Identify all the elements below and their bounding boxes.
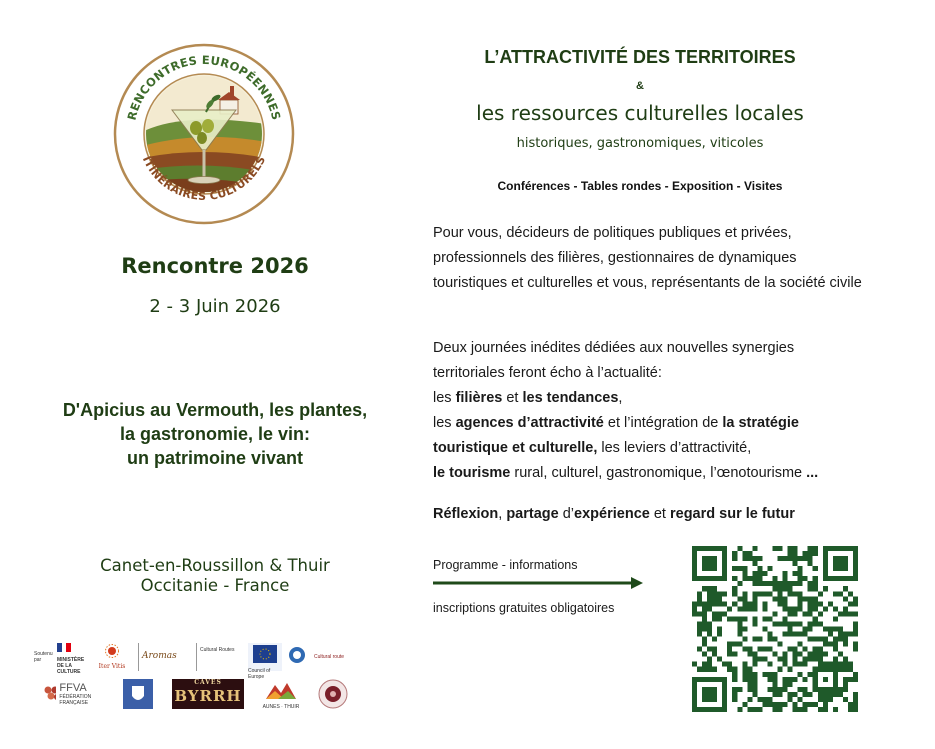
cultural-routes-text: Cultural Routes	[200, 647, 235, 653]
days-line	[433, 411, 873, 461]
theme-line: la gastronomie, le vin:	[119, 424, 311, 444]
days-bold: le tourisme	[433, 465, 511, 481]
ffva-text: FFVA	[59, 682, 87, 694]
reflexion-bold: regard sur le futur	[669, 506, 795, 522]
ampersand: &	[636, 80, 644, 92]
days-line	[433, 461, 903, 486]
council-of-europe-logo	[248, 643, 282, 680]
days-bold: filières	[455, 390, 503, 406]
reflexion-line	[433, 502, 903, 527]
ffva-logo	[42, 682, 104, 706]
event-title: Rencontre 2026	[121, 254, 309, 278]
routes-circle-icon	[288, 646, 306, 664]
byrrh-logo	[172, 679, 244, 709]
aromas-logo	[138, 643, 190, 671]
days-text: et	[502, 390, 523, 406]
subtitle: les ressources culturelles locales	[476, 101, 804, 125]
main-title: L’ATTRACTIVITÉ DES TERRITOIRES	[484, 47, 796, 67]
days-bold: agences d’attractivité	[455, 415, 604, 431]
programme-label[interactable]: Programme - informations	[433, 558, 578, 572]
ministere-soutenu: Soutenu par	[34, 651, 53, 663]
reflexion-bold: Réflexion	[433, 506, 499, 522]
reflexion-bold: expérience	[574, 506, 650, 522]
byrrh-top: CAVES	[194, 679, 222, 686]
theme-line: D'Apicius au Vermouth, les plantes,	[62, 400, 368, 420]
sun-icon	[104, 644, 120, 658]
emblem-arc-top: RENCONTRES EUROPÉENNES	[124, 52, 284, 122]
ffva-sub: FÉDÉRATION FRANÇAISE	[59, 694, 92, 706]
cultural-route-text: Cultural route	[314, 654, 345, 660]
emblem-arc-bottom: ITINÉRAIRES CULTURELS	[139, 153, 269, 203]
intro-paragraph: Pour vous, décideurs de politiques publiques et privées, professionnels des filières, gestionnaires de dynamiques touristiques et culturelles et vous, représentants de la société civile	[433, 225, 862, 291]
days-text: les leviers d’attractivité,	[597, 440, 752, 456]
reflexion-bold: partage	[506, 506, 559, 522]
qr-code[interactable]	[692, 546, 858, 712]
location-line: Canet-en-Roussillon & Thuir	[100, 556, 330, 575]
partner-logos-row-2	[42, 676, 382, 712]
days-text: et l’intégration de	[603, 415, 723, 431]
arrow-right-icon	[433, 575, 645, 591]
location-line: Occitanie - France	[140, 576, 290, 595]
eu-stars-icon	[253, 645, 277, 663]
council-text: Council of Europe	[248, 668, 271, 680]
mountains-icon	[266, 679, 296, 699]
location-block	[40, 556, 390, 596]
seal-icon	[318, 679, 348, 709]
days-bold: les tendances	[522, 390, 619, 406]
days-text: ,	[618, 390, 623, 406]
reflexion-text: ,	[498, 506, 507, 522]
flag-icon	[57, 643, 71, 652]
days-text: rural, culturel, gastronomique, l’œnotourisme	[510, 465, 807, 481]
ministere-name-2: DE LA CULTURE	[56, 663, 81, 675]
event-dates: 2 - 3 Juin 2026	[149, 296, 281, 317]
grapes-icon	[42, 684, 56, 704]
thuir-text: AUNES · THUIR	[262, 703, 300, 710]
days-bold: ...	[806, 465, 819, 481]
shield-icon	[122, 678, 154, 710]
days-paragraph	[433, 336, 903, 486]
days-line: Deux journées inédites dédiées aux nouvelles synergies territoriales feront écho à l’actualité:	[433, 340, 795, 381]
rencontres-emblem-logo	[112, 42, 296, 226]
ministere-culture-logo	[34, 639, 86, 675]
days-text: les	[433, 415, 456, 431]
cultural-route-logo-2	[314, 654, 348, 660]
ministere-name: MINISTÈRE	[56, 657, 85, 663]
inscriptions-label: inscriptions gratuites obligatoires	[433, 601, 615, 615]
days-line	[433, 386, 903, 411]
theme-line: un patrimoine vivant	[126, 448, 304, 468]
byrrh-text: BYRRH	[174, 687, 242, 705]
iter-vitis-text: Iter Vitis	[98, 663, 126, 670]
days-text: les	[433, 390, 456, 406]
iter-vitis-logo	[92, 644, 132, 670]
formats-line: Conférences - Tables rondes - Exposition - Visites	[497, 179, 783, 193]
reflexion-text: et	[649, 506, 670, 522]
aromas-text: Aromas	[142, 651, 177, 661]
circle-logo	[288, 646, 308, 669]
ministere-block	[57, 639, 86, 675]
days-bold: la stratégie touristique et culturelle,	[433, 415, 799, 456]
partner-logos-row-1	[34, 641, 374, 680]
theme-block	[30, 398, 400, 470]
reflexion-text: d’	[558, 506, 575, 522]
resources-line: historiques, gastronomiques, viticoles	[516, 136, 764, 151]
cultural-routes-logo	[196, 643, 242, 671]
thuir-logo	[262, 679, 300, 710]
